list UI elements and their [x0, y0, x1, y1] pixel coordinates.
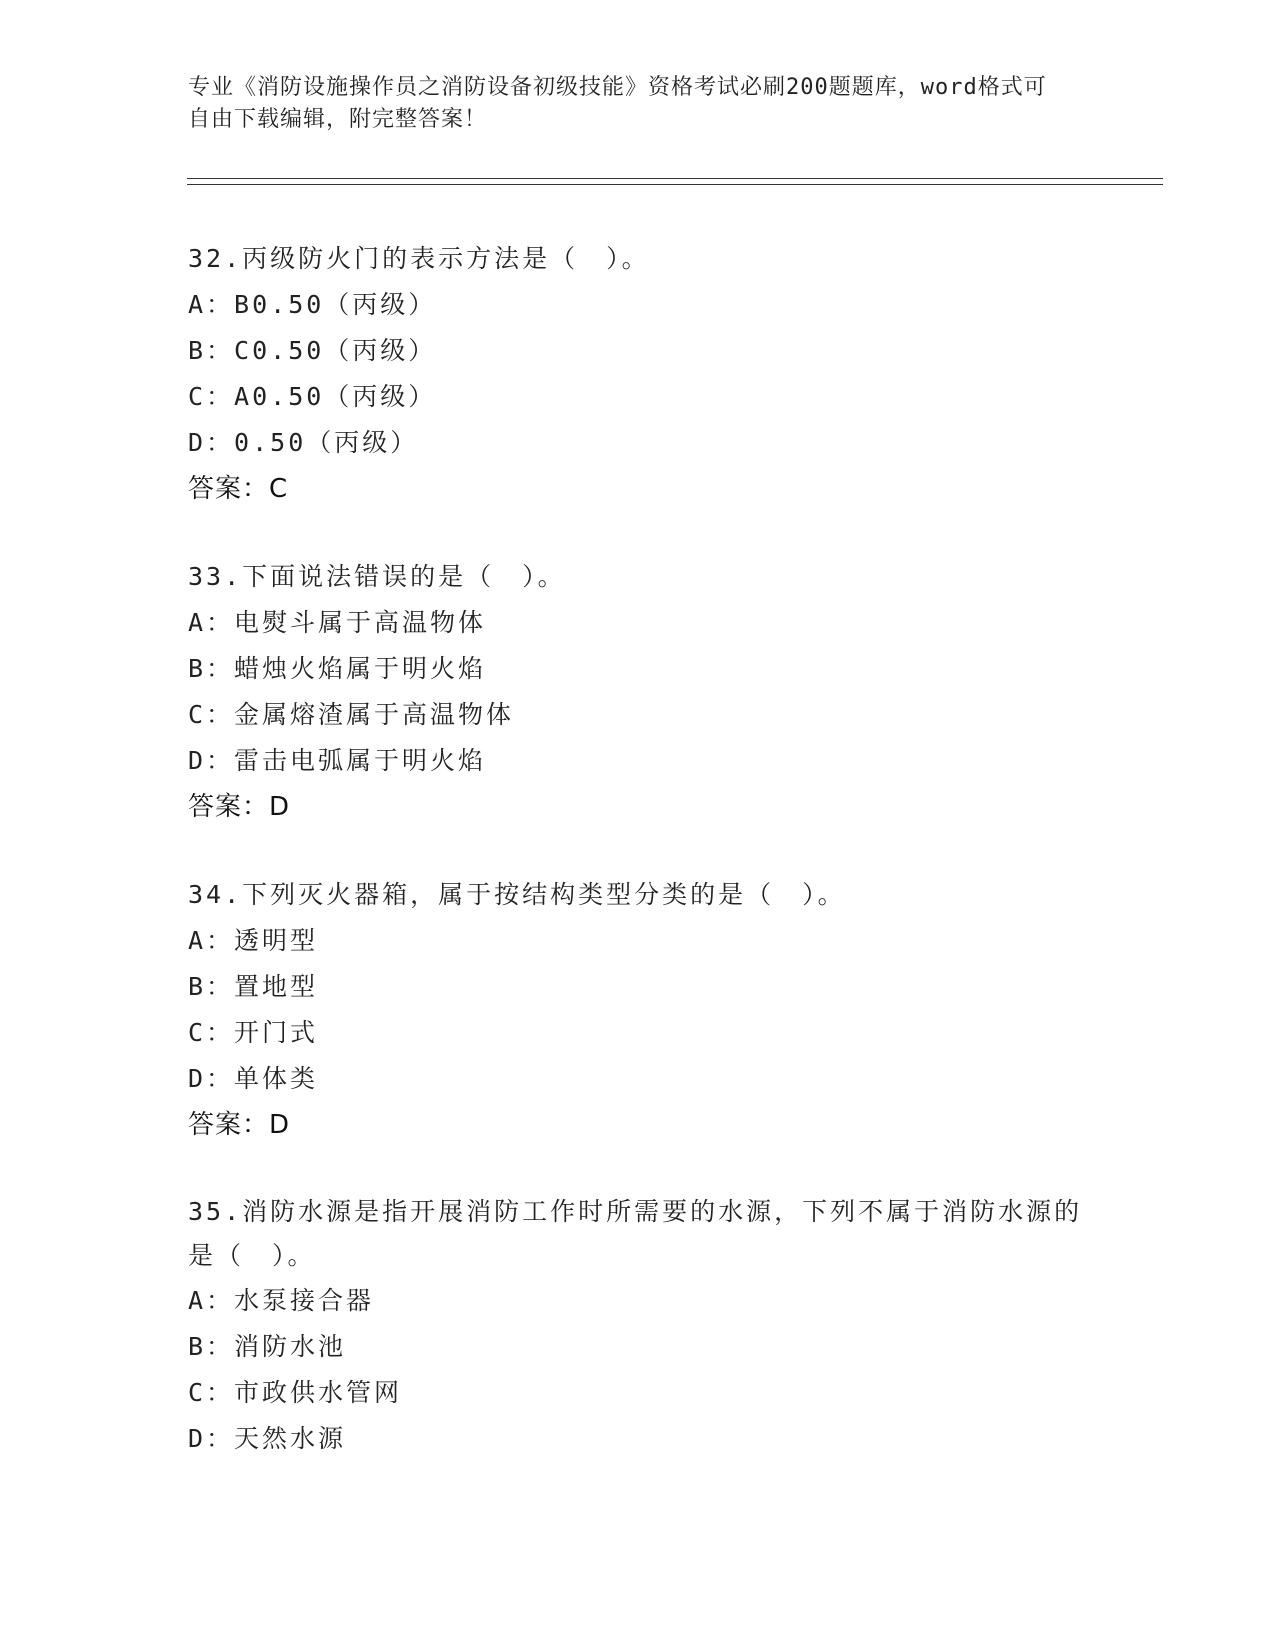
option-b: B：置地型 [188, 972, 319, 1001]
option-b: B：C0.50（丙级） [188, 336, 437, 365]
question-32 [188, 236, 1088, 512]
option-c: C：金属熔渣属于高温物体 [188, 700, 515, 729]
option-c: C：开门式 [188, 1018, 319, 1047]
option-b: B：蜡烛火焰属于明火焰 [188, 654, 487, 683]
option-c: C：市政供水管网 [188, 1378, 403, 1407]
question-33 [188, 554, 1088, 830]
question-stem: 32.丙级防火门的表示方法是（ ）。 [188, 244, 650, 273]
question-34 [188, 872, 1088, 1148]
option-a: A：透明型 [188, 926, 319, 955]
answer-line: 答案：D [188, 1110, 291, 1140]
option-c: C：A0.50（丙级） [188, 382, 437, 411]
option-d: D：单体类 [188, 1064, 319, 1093]
option-a: A：电熨斗属于高温物体 [188, 608, 487, 637]
answer-line: 答案：D [188, 792, 291, 822]
question-list [188, 236, 1088, 1504]
option-d: D：雷击电弧属于明火焰 [188, 746, 487, 775]
option-b: B：消防水池 [188, 1332, 347, 1361]
document-header: 专业《消防设施操作员之消防设备初级技能》资格考试必刷200题题库，word格式可自由下载编辑，附完整答案！ [188, 75, 1047, 132]
option-d: D：0.50（丙级） [188, 428, 419, 457]
question-35 [188, 1190, 1088, 1462]
question-stem: 33.下面说法错误的是（ ）。 [188, 562, 566, 591]
question-stem: 34.下列灭火器箱，属于按结构类型分类的是（ ）。 [188, 880, 846, 909]
option-a: A：水泵接合器 [188, 1286, 375, 1315]
option-d: D：天然水源 [188, 1424, 347, 1453]
question-stem: 35.消防水源是指开展消防工作时所需要的水源，下列不属于消防水源的是（ ）。 [188, 1197, 1083, 1270]
answer-line: 答案：C [188, 474, 289, 504]
header-double-rule [187, 178, 1163, 185]
option-a: A：B0.50（丙级） [188, 290, 437, 319]
